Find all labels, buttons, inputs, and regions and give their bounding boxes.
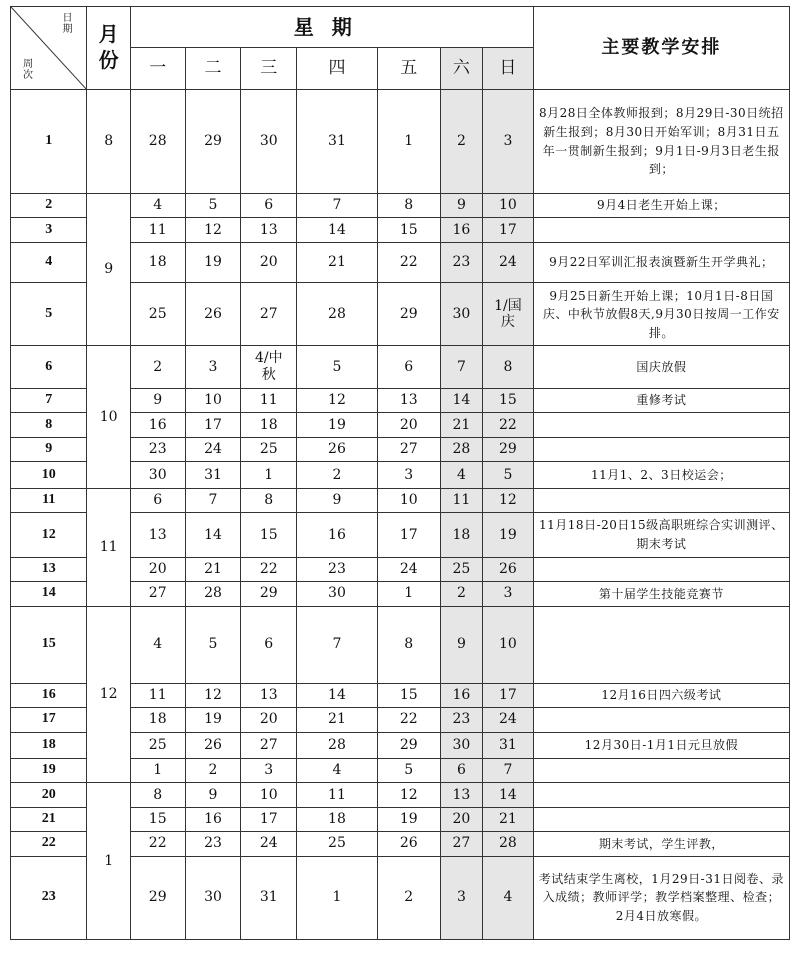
week-number: 20 bbox=[11, 783, 87, 807]
day-cell: 23 bbox=[297, 557, 378, 581]
day-cell: 15 bbox=[241, 513, 297, 558]
day-cell: 30 bbox=[440, 732, 482, 758]
week-row bbox=[11, 193, 790, 217]
day-cell: 30 bbox=[297, 582, 378, 606]
plan-cell bbox=[533, 606, 789, 683]
day-cell: 16 bbox=[440, 218, 482, 242]
day-cell: 14 bbox=[297, 218, 378, 242]
day-cell: 22 bbox=[377, 242, 440, 283]
plan-cell bbox=[533, 218, 789, 242]
day-header-5: 五 bbox=[377, 47, 440, 90]
day-cell: 12 bbox=[483, 488, 534, 512]
day-cell: 28 bbox=[130, 90, 185, 194]
day-header-4: 四 bbox=[297, 47, 378, 90]
month-cell: 9 bbox=[87, 193, 130, 345]
corner-top-label: 日期 bbox=[62, 13, 73, 35]
day-cell: 19 bbox=[483, 513, 534, 558]
plan-cell: 重修考试 bbox=[533, 389, 789, 413]
day-cell: 5 bbox=[483, 462, 534, 488]
day-cell: 22 bbox=[377, 708, 440, 732]
day-cell: 21 bbox=[440, 413, 482, 437]
day-cell: 10 bbox=[241, 783, 297, 807]
day-cell: 14 bbox=[440, 389, 482, 413]
day-cell: 19 bbox=[297, 413, 378, 437]
school-calendar-table bbox=[10, 6, 790, 940]
day-cell: 9 bbox=[440, 606, 482, 683]
week-row bbox=[11, 90, 790, 194]
week-number: 2 bbox=[11, 193, 87, 217]
week-number: 14 bbox=[11, 582, 87, 606]
day-cell: 24 bbox=[483, 708, 534, 732]
day-cell: 25 bbox=[130, 732, 185, 758]
day-cell: 18 bbox=[130, 708, 185, 732]
day-cell: 14 bbox=[185, 513, 241, 558]
week-number: 15 bbox=[11, 606, 87, 683]
day-cell: 3 bbox=[241, 758, 297, 782]
plan-cell: 9月25日新生开始上课；10月1日-8日国庆、中秋节放假8天,9月30日按周一工作安排。 bbox=[533, 283, 789, 346]
day-cell: 4 bbox=[297, 758, 378, 782]
day-cell: 29 bbox=[241, 582, 297, 606]
day-cell: 4 bbox=[130, 606, 185, 683]
day-cell: 27 bbox=[130, 582, 185, 606]
day-cell: 29 bbox=[130, 856, 185, 939]
day-cell: 6 bbox=[241, 606, 297, 683]
day-cell: 4 bbox=[483, 856, 534, 939]
day-cell: 25 bbox=[440, 557, 482, 581]
day-cell: 5 bbox=[185, 606, 241, 683]
day-cell: 9 bbox=[130, 389, 185, 413]
day-cell: 31 bbox=[483, 732, 534, 758]
day-cell: 6 bbox=[440, 758, 482, 782]
day-cell: 3 bbox=[377, 462, 440, 488]
day-cell: 13 bbox=[130, 513, 185, 558]
day-cell: 12 bbox=[185, 683, 241, 707]
plan-cell: 第十届学生技能竞赛节 bbox=[533, 582, 789, 606]
week-number: 16 bbox=[11, 683, 87, 707]
day-cell: 15 bbox=[483, 389, 534, 413]
day-cell: 10 bbox=[483, 606, 534, 683]
day-header-7: 日 bbox=[483, 47, 534, 90]
plan-cell bbox=[533, 413, 789, 437]
day-cell: 8 bbox=[241, 488, 297, 512]
day-header-6: 六 bbox=[440, 47, 482, 90]
day-cell: 23 bbox=[440, 242, 482, 283]
day-cell: 27 bbox=[241, 732, 297, 758]
day-cell: 8 bbox=[483, 346, 534, 389]
plan-cell bbox=[533, 783, 789, 807]
day-cell: 1 bbox=[241, 462, 297, 488]
day-cell: 11 bbox=[130, 218, 185, 242]
week-number: 4 bbox=[11, 242, 87, 283]
day-cell: 25 bbox=[241, 437, 297, 461]
day-cell: 30 bbox=[440, 283, 482, 346]
day-cell: 9 bbox=[440, 193, 482, 217]
day-cell: 3 bbox=[185, 346, 241, 389]
day-cell: 1 bbox=[377, 582, 440, 606]
week-row bbox=[11, 783, 790, 807]
week-row bbox=[11, 488, 790, 512]
plan-cell bbox=[533, 708, 789, 732]
plan-cell: 期末考试，学生评教， bbox=[533, 832, 789, 856]
plan-header: 主要教学安排 bbox=[533, 7, 789, 90]
day-cell: 6 bbox=[377, 346, 440, 389]
day-cell-text: 1/国庆 bbox=[494, 297, 522, 331]
day-cell: 7 bbox=[297, 193, 378, 217]
plan-cell: 11月18日-20日15级高职班综合实训测评、期末考试 bbox=[533, 513, 789, 558]
day-cell: 17 bbox=[483, 218, 534, 242]
day-cell: 30 bbox=[241, 90, 297, 194]
day-cell: 14 bbox=[483, 783, 534, 807]
plan-cell: 9月22日军训汇报表演暨新生开学典礼； bbox=[533, 242, 789, 283]
day-cell: 3 bbox=[440, 856, 482, 939]
day-cell bbox=[241, 346, 297, 389]
header-row-1 bbox=[11, 7, 790, 48]
week-number: 9 bbox=[11, 437, 87, 461]
day-cell: 22 bbox=[483, 413, 534, 437]
day-cell: 2 bbox=[297, 462, 378, 488]
week-number: 19 bbox=[11, 758, 87, 782]
week-number: 17 bbox=[11, 708, 87, 732]
week-number: 5 bbox=[11, 283, 87, 346]
day-cell: 2 bbox=[130, 346, 185, 389]
day-cell: 12 bbox=[185, 218, 241, 242]
day-cell: 3 bbox=[483, 582, 534, 606]
day-cell: 29 bbox=[185, 90, 241, 194]
day-cell: 18 bbox=[440, 513, 482, 558]
day-cell: 24 bbox=[185, 437, 241, 461]
day-cell: 30 bbox=[185, 856, 241, 939]
day-cell: 16 bbox=[297, 513, 378, 558]
day-cell: 23 bbox=[440, 708, 482, 732]
day-cell: 24 bbox=[377, 557, 440, 581]
day-cell: 2 bbox=[377, 856, 440, 939]
day-cell: 22 bbox=[241, 557, 297, 581]
day-cell: 21 bbox=[297, 708, 378, 732]
day-cell: 5 bbox=[297, 346, 378, 389]
day-cell: 20 bbox=[440, 807, 482, 831]
day-cell: 29 bbox=[377, 732, 440, 758]
day-cell: 26 bbox=[377, 832, 440, 856]
day-cell: 27 bbox=[377, 437, 440, 461]
month-cell: 8 bbox=[87, 90, 130, 194]
day-cell: 26 bbox=[185, 283, 241, 346]
plan-cell: 8月28日全体教师报到；8月29日-30日统招新生报到；8月30日开始军训；8月31日五年一贯制新生报到；9月1日-9月3日老生报到； bbox=[533, 90, 789, 194]
day-cell: 4 bbox=[440, 462, 482, 488]
week-number: 12 bbox=[11, 513, 87, 558]
day-cell: 16 bbox=[185, 807, 241, 831]
day-cell: 10 bbox=[377, 488, 440, 512]
day-cell: 3 bbox=[483, 90, 534, 194]
day-cell: 28 bbox=[440, 437, 482, 461]
month-cell: 10 bbox=[87, 346, 130, 488]
plan-cell bbox=[533, 758, 789, 782]
month-header: 月份 bbox=[87, 7, 130, 90]
plan-cell: 国庆放假 bbox=[533, 346, 789, 389]
day-cell: 20 bbox=[241, 708, 297, 732]
day-cell: 23 bbox=[130, 437, 185, 461]
day-cell: 5 bbox=[185, 193, 241, 217]
day-cell: 23 bbox=[185, 832, 241, 856]
day-cell: 21 bbox=[483, 807, 534, 831]
day-cell: 11 bbox=[297, 783, 378, 807]
day-cell: 16 bbox=[130, 413, 185, 437]
day-cell: 7 bbox=[440, 346, 482, 389]
plan-cell bbox=[533, 807, 789, 831]
day-header-2: 二 bbox=[185, 47, 241, 90]
day-cell: 20 bbox=[130, 557, 185, 581]
day-cell: 29 bbox=[483, 437, 534, 461]
day-cell: 28 bbox=[483, 832, 534, 856]
day-cell: 11 bbox=[440, 488, 482, 512]
day-cell: 18 bbox=[241, 413, 297, 437]
day-cell: 15 bbox=[377, 683, 440, 707]
day-cell: 17 bbox=[483, 683, 534, 707]
day-cell: 27 bbox=[241, 283, 297, 346]
day-cell: 17 bbox=[377, 513, 440, 558]
day-cell bbox=[483, 283, 534, 346]
day-cell: 17 bbox=[241, 807, 297, 831]
day-cell: 12 bbox=[297, 389, 378, 413]
day-cell: 22 bbox=[130, 832, 185, 856]
day-cell: 13 bbox=[377, 389, 440, 413]
day-cell: 28 bbox=[185, 582, 241, 606]
day-cell: 16 bbox=[440, 683, 482, 707]
day-cell: 18 bbox=[130, 242, 185, 283]
day-cell: 26 bbox=[185, 732, 241, 758]
day-cell: 15 bbox=[377, 218, 440, 242]
day-cell: 24 bbox=[483, 242, 534, 283]
month-cell: 1 bbox=[87, 783, 130, 940]
day-cell: 17 bbox=[185, 413, 241, 437]
day-cell: 4 bbox=[130, 193, 185, 217]
plan-cell bbox=[533, 488, 789, 512]
plan-cell: 9月4日老生开始上课； bbox=[533, 193, 789, 217]
week-number: 23 bbox=[11, 856, 87, 939]
day-cell: 24 bbox=[241, 832, 297, 856]
week-number: 7 bbox=[11, 389, 87, 413]
day-cell: 20 bbox=[377, 413, 440, 437]
day-cell: 29 bbox=[377, 283, 440, 346]
day-cell: 2 bbox=[185, 758, 241, 782]
day-cell: 19 bbox=[185, 708, 241, 732]
plan-cell bbox=[533, 437, 789, 461]
day-cell: 26 bbox=[483, 557, 534, 581]
day-cell: 7 bbox=[297, 606, 378, 683]
day-cell: 6 bbox=[130, 488, 185, 512]
day-cell: 1 bbox=[297, 856, 378, 939]
week-number: 18 bbox=[11, 732, 87, 758]
day-cell: 30 bbox=[130, 462, 185, 488]
day-cell: 20 bbox=[241, 242, 297, 283]
day-cell: 2 bbox=[440, 582, 482, 606]
day-cell: 12 bbox=[377, 783, 440, 807]
week-row bbox=[11, 606, 790, 683]
day-cell: 26 bbox=[297, 437, 378, 461]
day-cell: 21 bbox=[297, 242, 378, 283]
month-cell: 12 bbox=[87, 606, 130, 783]
week-row bbox=[11, 346, 790, 389]
day-cell: 25 bbox=[297, 832, 378, 856]
plan-cell bbox=[533, 557, 789, 581]
corner-diagonal-cell bbox=[11, 7, 87, 90]
week-number: 6 bbox=[11, 346, 87, 389]
day-header-3: 三 bbox=[241, 47, 297, 90]
day-cell: 1 bbox=[130, 758, 185, 782]
day-cell: 15 bbox=[130, 807, 185, 831]
day-cell: 19 bbox=[377, 807, 440, 831]
day-cell: 10 bbox=[185, 389, 241, 413]
day-cell: 21 bbox=[185, 557, 241, 581]
day-cell-text: 4/中秋 bbox=[254, 350, 283, 384]
day-cell: 28 bbox=[297, 283, 378, 346]
plan-cell: 11月1、2、3日校运会； bbox=[533, 462, 789, 488]
day-cell: 10 bbox=[483, 193, 534, 217]
plan-cell: 考试结束学生离校，1月29日-31日阅卷、录入成绩；教师评学；教学档案整理、检查；2月4日放寒假。 bbox=[533, 856, 789, 939]
day-cell: 19 bbox=[185, 242, 241, 283]
plan-cell: 12月30日-1月1日元旦放假 bbox=[533, 732, 789, 758]
week-number: 1 bbox=[11, 90, 87, 194]
week-number: 22 bbox=[11, 832, 87, 856]
week-number: 3 bbox=[11, 218, 87, 242]
day-cell: 2 bbox=[440, 90, 482, 194]
week-number: 10 bbox=[11, 462, 87, 488]
day-cell: 11 bbox=[241, 389, 297, 413]
day-cell: 8 bbox=[130, 783, 185, 807]
week-number: 13 bbox=[11, 557, 87, 581]
day-cell: 13 bbox=[241, 218, 297, 242]
day-cell: 13 bbox=[440, 783, 482, 807]
day-cell: 31 bbox=[185, 462, 241, 488]
day-cell: 7 bbox=[185, 488, 241, 512]
month-cell: 11 bbox=[87, 488, 130, 606]
day-cell: 8 bbox=[377, 606, 440, 683]
day-cell: 8 bbox=[377, 193, 440, 217]
day-cell: 14 bbox=[297, 683, 378, 707]
week-number: 21 bbox=[11, 807, 87, 831]
day-cell: 9 bbox=[185, 783, 241, 807]
week-number: 11 bbox=[11, 488, 87, 512]
day-cell: 27 bbox=[440, 832, 482, 856]
plan-cell: 12月16日四六级考试 bbox=[533, 683, 789, 707]
day-cell: 13 bbox=[241, 683, 297, 707]
week-number: 8 bbox=[11, 413, 87, 437]
day-header-1: 一 bbox=[130, 47, 185, 90]
day-cell: 31 bbox=[241, 856, 297, 939]
day-cell: 31 bbox=[297, 90, 378, 194]
day-cell: 1 bbox=[377, 90, 440, 194]
day-cell: 7 bbox=[483, 758, 534, 782]
week-header: 星期 bbox=[130, 7, 533, 48]
day-cell: 18 bbox=[297, 807, 378, 831]
day-cell: 5 bbox=[377, 758, 440, 782]
day-cell: 9 bbox=[297, 488, 378, 512]
corner-bottom-label: 周次 bbox=[23, 59, 33, 82]
day-cell: 11 bbox=[130, 683, 185, 707]
day-cell: 25 bbox=[130, 283, 185, 346]
day-cell: 28 bbox=[297, 732, 378, 758]
day-cell: 6 bbox=[241, 193, 297, 217]
